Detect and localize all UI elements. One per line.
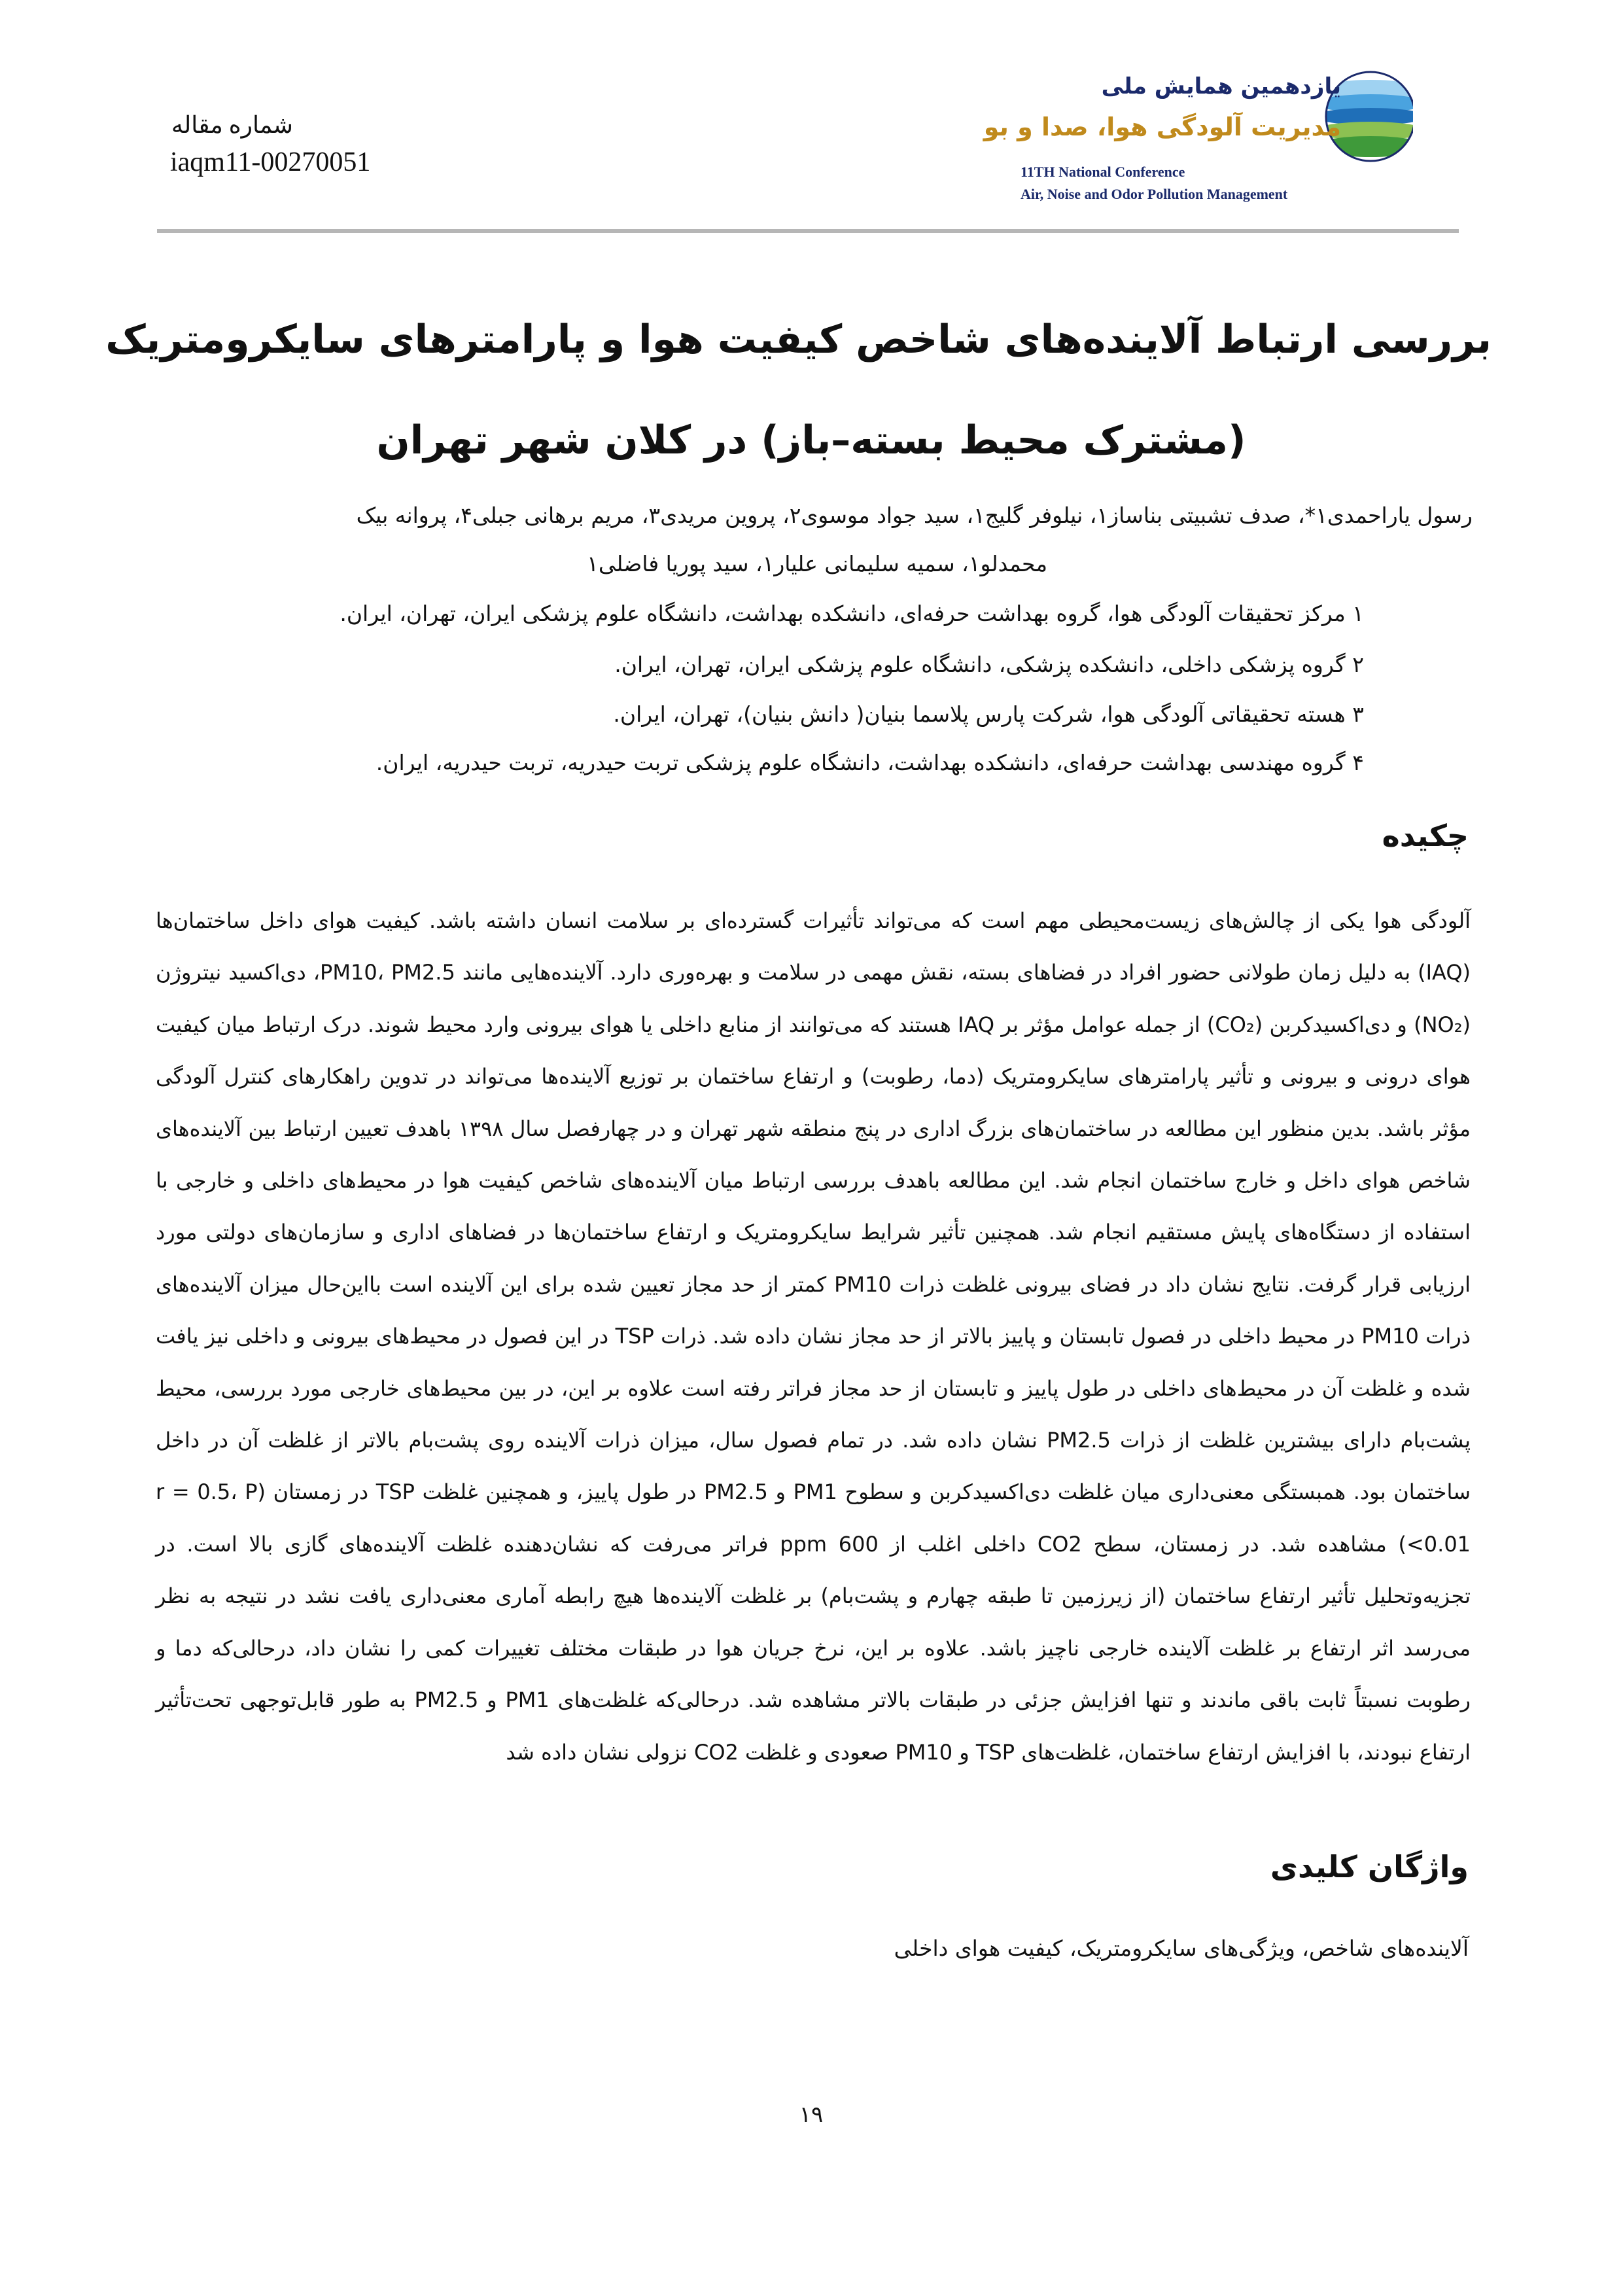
- keywords-heading: واژگان کلیدی: [1270, 1849, 1469, 1884]
- paper-title-line1: بررسی ارتباط آلاینده‌های شاخص کیفیت هوا و پارامترهای سایکرومتریک: [105, 317, 1492, 362]
- affiliation-4: ۴ گروه مهندسی بهداشت حرفه‌ای، دانشکده بهداشت، دانشگاه علوم پزشکی تربت حیدریه، تربت حیدریه، ایران.: [375, 750, 1364, 775]
- affiliation-1: ۱ مرکز تحقیقات آلودگی هوا، گروه بهداشت حرفه‌ای، دانشکده بهداشت، دانشگاه علوم پزشکی ایران، تهران، ایران.: [340, 601, 1364, 626]
- page-number: ۱۹: [799, 2102, 824, 2128]
- authors-line2: محمدلو۱، سمیه سلیمانی علیار۱، سید پوریا فاضلی۱: [587, 551, 1047, 576]
- logo-fa-line2: مدیریت آلودگی هوا، صدا و بو: [983, 113, 1341, 141]
- logo-en-line2: Air, Noise and Odor Pollution Management: [1021, 186, 1288, 202]
- logo-en-line1: 11TH National Conference: [1021, 164, 1185, 180]
- keywords-list: آلاینده‌های شاخص، ویژگی‌های سایکرومتریک، کیفیت هوای داخلی: [894, 1935, 1469, 1961]
- affiliation-3: ۳ هسته تحقیقاتی آلودگی هوا، شرکت پارس پلاسما بنیان( دانش بنیان)، تهران، ایران.: [613, 701, 1364, 727]
- authors-line1: رسول یاراحمدی۱*، صدف تشبیتی بناساز۱، نیلوفر گلیج۱، سید جواد موسوی۲، پروین مریدی۳، مریم برهانی جبلی۴، پروانه بیک: [356, 503, 1473, 528]
- article-number-label: شماره مقاله: [171, 112, 293, 138]
- abstract-body: آلودگی هوا یکی از چالش‌های زیست‌محیطی مهم است که می‌تواند تأثیرات گسترده‌ای بر سلامت انسان داشته باشد. کیفیت هوای داخل ساختمان‌ها (IAQ) به دلیل زمان طولانی حضور افراد در فضاهای بسته، نقش مهمی در سلامت و بهره‌وری دارد. آلاینده‌هایی مانند PM10، PM2.5، دی‌اکسید نیتروژن (NO₂) و دی‌اکسیدکربن (CO₂) از جمله عوامل مؤثر بر IAQ هستند که می‌توانند از منابع داخلی یا هوای بیرونی وارد محیط شوند. درک ارتباط میان کیفیت هوای درونی و بیرونی و تأثیر پارامترهای سایکرومتریک (دما، رطوبت) و ارتفاع ساختمان بر توزیع آلاینده‌ها می‌تواند در تدوین راهکارهای کنترل آلودگی مؤثر باشد. بدین منظور این مطالعه در ساختمان‌های بزرگ اداری در پنج منطقه شهر تهران و در چهارفصل سال ۱۳۹۸ باهدف تعیین ارتباط بین آلاینده‌های شاخص هوای داخل و خارج ساختمان انجام شد. این مطالعه باهدف بررسی ارتباط میان آلاینده‌های شاخص کیفیت هوا در محیط‌های داخلی و خارجی با استفاده از دستگاه‌های پایش مستقیم انجام شد. همچنین تأثیر شرایط سایکرومتریک و ارتفاع ساختمان‌ها در فضاهای اداری و سازمان‌های دولتی مورد ارزیابی قرار گرفت. نتایج نشان داد در فضای بیرونی غلظت ذرات PM10 کمتر از حد مجاز تعیین شده برای این آلاینده است بااین‌حال میزان آلاینده‌های ذرات PM10 در محیط داخلی در فصول تابستان و پاییز بالاتر از حد مجاز نشان داده شد. ذرات TSP در این فصول در محیط‌های بیرونی و داخلی نیز یافت شده و غلظت آن در محیط‌های داخلی در طول پاییز و تابستان از حد مجاز فراتر رفته است علاوه بر این، در بین محیط‌های خارجی مورد بررسی، محیط پشت‌بام دارای بیشترین غلظت از ذرات PM2.5 نشان داده شد. در تمام فصول سال، میزان ذرات آلاینده روی پشت‌بام بالاتر از غلظت آن در داخل ساختمان بود. همبستگی معنی‌داری میان غلظت دی‌اکسیدکربن و سطوح PM1 و PM2.5 در طول پاییز، و همچنین غلظت TSP در زمستان (r = 0.5، P <0.01) مشاهده شد. در زمستان، سطح CO2 داخلی اغلب از 600 ppm فراتر می‌رفت که نشان‌دهنده غلظت آلاینده‌های گازی بالا است. در تجزیه‌وتحلیل تأثیر ارتفاع ساختمان (از زیرزمین تا طبقه چهارم و پشت‌بام) بر غلظت آلاینده‌ها هیچ رابطه آماری معنی‌داری یافت نشد در نتیجه به نظر می‌رسد اثر ارتفاع بر غلظت آلاینده خارجی ناچیز باشد. علاوه بر این، نرخ جریان هوا در طبقات مختلف تغییرات کمی را نشان داد، درحالی‌که دما و رطوبت نسبتاً ثابت باقی ماندند و تنها افزایش جزئی در طبقات بالاتر مشاهده شد. درحالی‌که غلظت‌های PM1 و PM2.5 به طور قابل‌توجهی تحت‌تأثیر ارتفاع نبودند، با افزایش ارتفاع ساختمان، غلظت‌های TSP و PM10 صعودی و غلظت CO2 نزولی نشان داده شد: [156, 908, 1471, 1765]
- affiliation-2: ۲ گروه پزشکی داخلی، دانشکده پزشکی، دانشگاه علوم پزشکی ایران، تهران، ایران.: [614, 652, 1364, 677]
- conference-logo: [983, 65, 1413, 222]
- logo-fa-line1: یازدهمین همایش ملی: [1101, 73, 1341, 99]
- paper-title-line2: (مشترک محیط بسته–باز) در کلان شهر تهران: [376, 417, 1246, 463]
- abstract-heading: چکیده: [1382, 818, 1469, 853]
- article-number: iaqm11-00270051: [170, 147, 371, 177]
- header-divider: [157, 229, 1459, 233]
